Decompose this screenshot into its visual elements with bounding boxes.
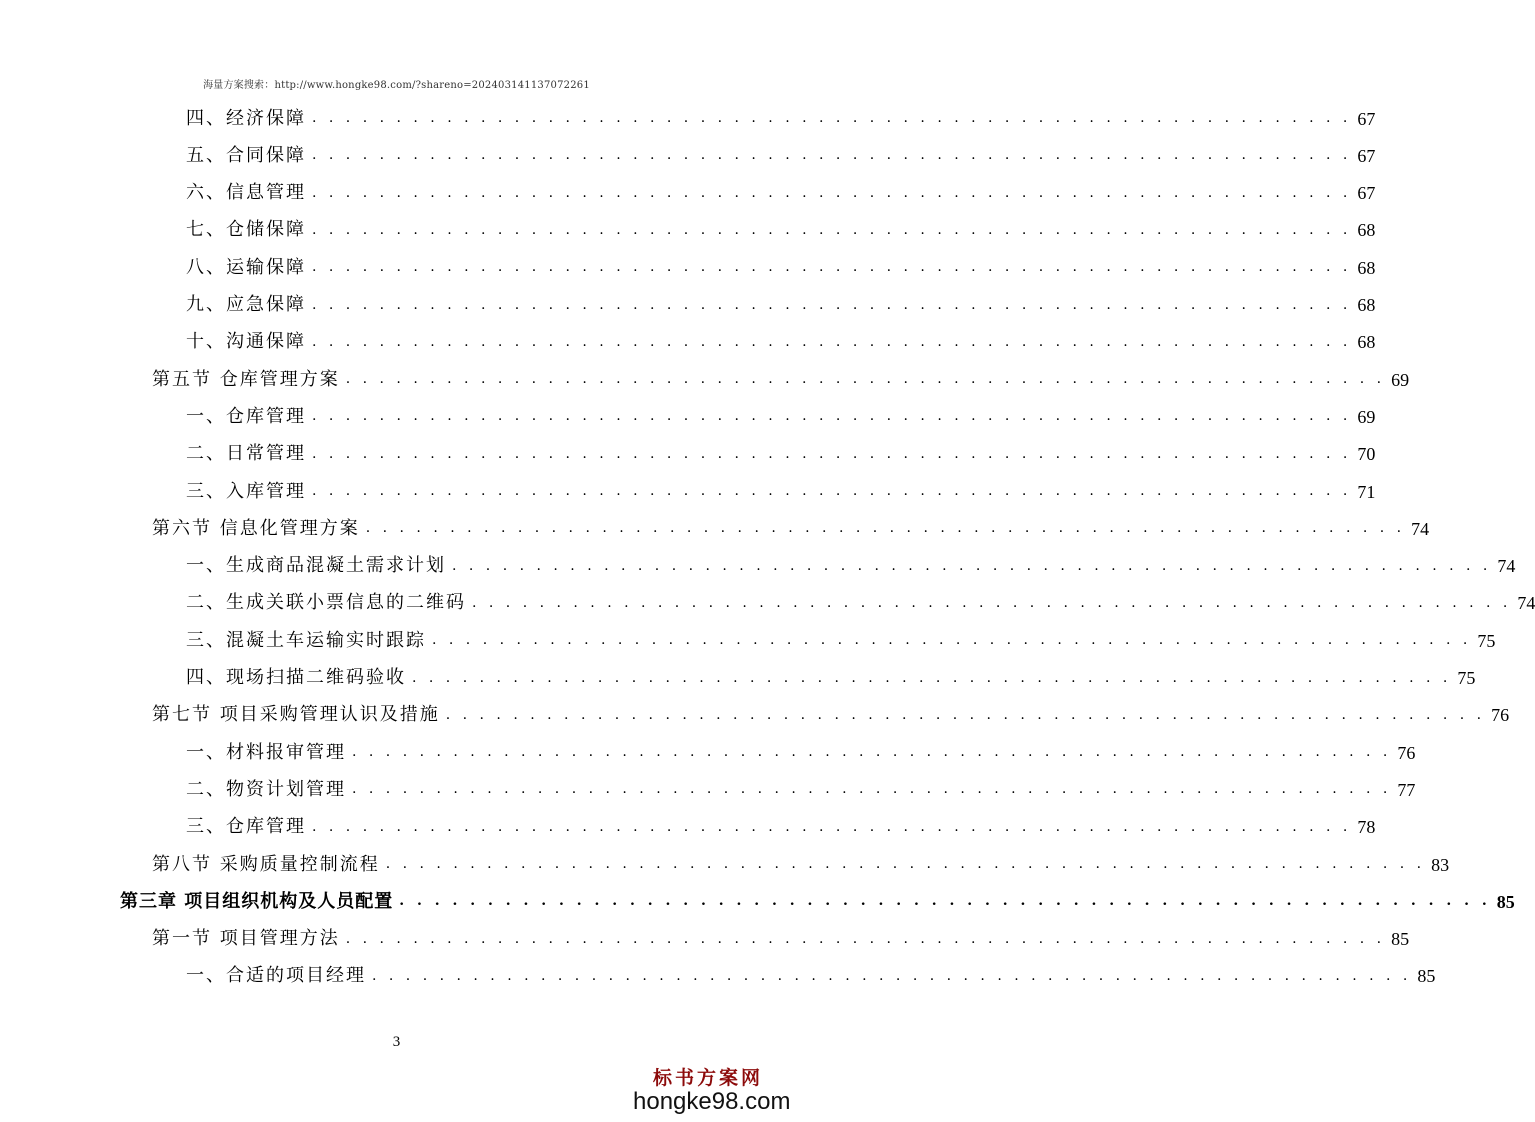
- toc-dot-leader: . . . . . . . . . . . . . . . . . . . . . . . . . . . . . . . . . . . . . . . . . . . . . . . . . . . . . . . . . . . . . .: [352, 781, 1392, 798]
- toc-entry-title: 第五节 仓库管理方案: [152, 368, 340, 390]
- toc-entry[interactable]: [152, 361, 1410, 398]
- toc-entry-page: 74: [1517, 593, 1535, 614]
- toc-entry-title: 第七节 项目采购管理认识及措施: [152, 704, 440, 726]
- site-watermark-logo: [633, 1063, 791, 1116]
- toc-dot-leader: . . . . . . . . . . . . . . . . . . . . . . . . . . . . . . . . . . . . . . . . . . . . . . . . . . . . . . . . . . . . . .: [372, 967, 1412, 984]
- toc-entry[interactable]: [120, 883, 1515, 920]
- toc-entry-page: 68: [1357, 295, 1376, 315]
- toc-entry[interactable]: [186, 249, 1376, 286]
- toc-entry[interactable]: [186, 436, 1376, 473]
- toc-entry-page: 78: [1357, 817, 1376, 838]
- toc-entry-page: 69: [1391, 369, 1410, 390]
- toc-dot-leader: . . . . . . . . . . . . . . . . . . . . . . . . . . . . . . . . . . . . . . . . . . . . . . . . . . . . . . . . . . . . . .: [312, 259, 1352, 276]
- toc-entry[interactable]: [186, 958, 1436, 995]
- toc-entry-title: 二、物资计划管理: [186, 778, 346, 800]
- toc-dot-leader: . . . . . . . . . . . . . . . . . . . . . . . . . . . . . . . . . . . . . . . . . . . . . . . . . . . . . . . . . . . . . .: [352, 744, 1392, 761]
- toc-entry-title: 三、混凝土车运输实时跟踪: [186, 629, 426, 651]
- toc-entry-title: 九、应急保障: [186, 294, 306, 315]
- toc-entry[interactable]: [186, 212, 1376, 249]
- toc-entry[interactable]: [152, 921, 1410, 958]
- toc-entry-title: 第一节 项目管理方法: [152, 928, 340, 950]
- toc-dot-leader: . . . . . . . . . . . . . . . . . . . . . . . . . . . . . . . . . . . . . . . . . . . . . . . . . . . . . . . . . . . . . .: [312, 445, 1352, 462]
- toc-dot-leader: . . . . . . . . . . . . . . . . . . . . . . . . . . . . . . . . . . . . . . . . . . . . . . . . . . . . . . . . . . . . . .: [452, 557, 1492, 574]
- toc-dot-leader: . . . . . . . . . . . . . . . . . . . . . . . . . . . . . . . . . . . . . . . . . . . . . . . . . . . . . . . . . . . . . .: [312, 818, 1352, 835]
- toc-entry-title: 第六节 信息化管理方案: [152, 517, 360, 539]
- toc-dot-leader: . . . . . . . . . . . . . . . . . . . . . . . . . . . . . . . . . . . . . . . . . . . . . . . . . . . . . . . . . . . . . .: [312, 296, 1352, 313]
- toc-entry-page: 77: [1397, 779, 1416, 800]
- toc-entry-page: 85: [1417, 966, 1436, 987]
- toc-entry[interactable]: [186, 324, 1376, 361]
- toc-dot-leader: . . . . . . . . . . . . . . . . . . . . . . . . . . . . . . . . . . . . . . . . . . . . . . . . . . . . . . . . . . . . . .: [345, 371, 1386, 388]
- toc-entry-page: 75: [1457, 668, 1476, 688]
- toc-entry-page: 85: [1391, 929, 1410, 950]
- toc-entry[interactable]: [186, 734, 1416, 771]
- toc-entry[interactable]: [186, 585, 1535, 622]
- toc-dot-leader: . . . . . . . . . . . . . . . . . . . . . . . . . . . . . . . . . . . . . . . . . . . . . . . . . . . . . . . . . . . . . .: [472, 594, 1512, 611]
- toc-entry-page: 76: [1397, 742, 1416, 763]
- toc-entry-page: 67: [1357, 145, 1376, 166]
- toc-entry-title: 三、仓库管理: [186, 816, 306, 838]
- toc-entry[interactable]: [186, 473, 1376, 510]
- toc-entry-title: 六、信息管理: [186, 182, 306, 204]
- toc-entry-page: 76: [1491, 705, 1510, 726]
- toc-entry-page: 75: [1477, 630, 1496, 651]
- toc-entry-title: 十、沟通保障: [186, 331, 306, 353]
- toc-entry-page: 68: [1357, 332, 1376, 353]
- toc-entry-title: 二、日常管理: [186, 443, 306, 465]
- toc-dot-leader: . . . . . . . . . . . . . . . . . . . . . . . . . . . . . . . . . . . . . . . . . . . . . . . . . . . . . . . . . . . . . .: [312, 408, 1352, 425]
- toc-entry[interactable]: [186, 287, 1376, 324]
- toc-entry-page: 70: [1357, 444, 1376, 465]
- toc-entry-title: 八、运输保障: [186, 256, 306, 278]
- toc-entry-title: 三、入库管理: [186, 480, 306, 502]
- toc-entry-page: 71: [1357, 481, 1376, 502]
- page-number: 3: [392, 1034, 401, 1050]
- toc-dot-leader: . . . . . . . . . . . . . . . . . . . . . . . . . . . . . . . . . . . . . . . . . . . . . . . . . . . . . . . . . . . . . .: [445, 706, 1486, 723]
- toc-dot-leader: . . . . . . . . . . . . . . . . . . . . . . . . . . . . . . . . . . . . . . . . . . . . . . . . . . . . . . . . . . . . . .: [312, 147, 1352, 164]
- toc-entry[interactable]: [186, 175, 1376, 212]
- toc-entry-title: 一、合适的项目经理: [186, 965, 366, 987]
- toc-entry-page: 85: [1496, 891, 1515, 912]
- toc-dot-leader: . . . . . . . . . . . . . . . . . . . . . . . . . . . . . . . . . . . . . . . . . . . . . . . . . . . . . . . . . . . . . .: [385, 856, 1426, 872]
- toc-dot-leader: . . . . . . . . . . . . . . . . . . . . . . . . . . . . . . . . . . . . . . . . . . . . . . . . . . . . . . . . . . . . . .: [312, 110, 1352, 126]
- toc-entry-title: 五、合同保障: [186, 144, 306, 166]
- toc-entry-title: 一、生成商品混凝土需求计划: [186, 555, 446, 577]
- toc-entry-title: 四、经济保障: [186, 107, 306, 129]
- toc-dot-leader: . . . . . . . . . . . . . . . . . . . . . . . . . . . . . . . . . . . . . . . . . . . . . . . . . . . . . . . . . . . . . .: [412, 669, 1452, 686]
- watermark-domain-text: hongke98.com: [633, 1088, 791, 1115]
- toc-entry[interactable]: [152, 510, 1430, 547]
- toc-entry-page: 74: [1411, 518, 1430, 539]
- toc-dot-leader: . . . . . . . . . . . . . . . . . . . . . . . . . . . . . . . . . . . . . . . . . . . . . . . . . . . . . . . . . . . . . .: [345, 930, 1386, 947]
- toc-entry[interactable]: [186, 622, 1496, 659]
- toc-entry-title: 一、仓库管理: [186, 405, 306, 427]
- toc-entry-title: 二、生成关联小票信息的二维码: [186, 592, 466, 614]
- toc-entry[interactable]: [186, 100, 1376, 137]
- toc-entry-title: 第三章 项目组织机构及人员配置: [120, 890, 394, 912]
- toc-entry[interactable]: [152, 697, 1510, 734]
- toc-dot-leader: . . . . . . . . . . . . . . . . . . . . . . . . . . . . . . . . . . . . . . . . . . . . . . . . . . . . . . . . . . . . . .: [312, 483, 1352, 499]
- toc-entry-page: 67: [1357, 108, 1376, 129]
- toc-entry[interactable]: [186, 660, 1476, 697]
- toc-dot-leader: . . . . . . . . . . . . . . . . . . . . . . . . . . . . . . . . . . . . . . . . . . . . . . . . . . . . . . . . . . . . . .: [312, 221, 1352, 238]
- toc-entry-page: 68: [1357, 257, 1376, 278]
- toc-entry[interactable]: [186, 548, 1516, 585]
- toc-dot-leader: . . . . . . . . . . . . . . . . . . . . . . . . . . . . . . . . . . . . . . . . . . . . . . . . . . . . . . . . . . . . . .: [365, 520, 1406, 537]
- watermark-chinese-text: 标书方案网: [652, 1067, 763, 1089]
- toc-entry-page: 69: [1357, 406, 1376, 427]
- toc-dot-leader: . . . . . . . . . . . . . . . . . . . . . . . . . . . . . . . . . . . . . . . . . . . . . . . . . . . . . . . . . . . . . .: [432, 632, 1472, 649]
- toc-entry[interactable]: [152, 846, 1450, 883]
- toc-entry-page: 74: [1497, 556, 1516, 577]
- toc-dot-leader: . . . . . . . . . . . . . . . . . . . . . . . . . . . . . . . . . . . . . . . . . . . . . . . . . . . . . . . . . . . . . .: [399, 893, 1491, 910]
- toc-entry-title: 一、材料报审管理: [186, 741, 346, 763]
- toc-dot-leader: . . . . . . . . . . . . . . . . . . . . . . . . . . . . . . . . . . . . . . . . . . . . . . . . . . . . . . . . . . . . . .: [312, 184, 1352, 201]
- toc-entry[interactable]: [186, 398, 1376, 435]
- toc-entry[interactable]: [186, 137, 1376, 174]
- toc-entry-title: 四、现场扫描二维码验收: [186, 667, 406, 688]
- toc-entry[interactable]: [186, 771, 1416, 808]
- toc-entry-page: 67: [1357, 183, 1376, 204]
- toc-entry-page: 83: [1431, 854, 1450, 875]
- page-header-url: 海量方案搜索：http://www.hongke98.com/?shareno=202403141137072261: [203, 80, 590, 91]
- toc-entry-page: 68: [1357, 220, 1376, 241]
- toc-entry-title: 第八节 采购质量控制流程: [152, 853, 380, 875]
- toc-dot-leader: . . . . . . . . . . . . . . . . . . . . . . . . . . . . . . . . . . . . . . . . . . . . . . . . . . . . . . . . . . . . . .: [312, 333, 1352, 350]
- toc-entry[interactable]: [186, 809, 1376, 846]
- toc-entry-title: 七、仓储保障: [186, 219, 306, 241]
